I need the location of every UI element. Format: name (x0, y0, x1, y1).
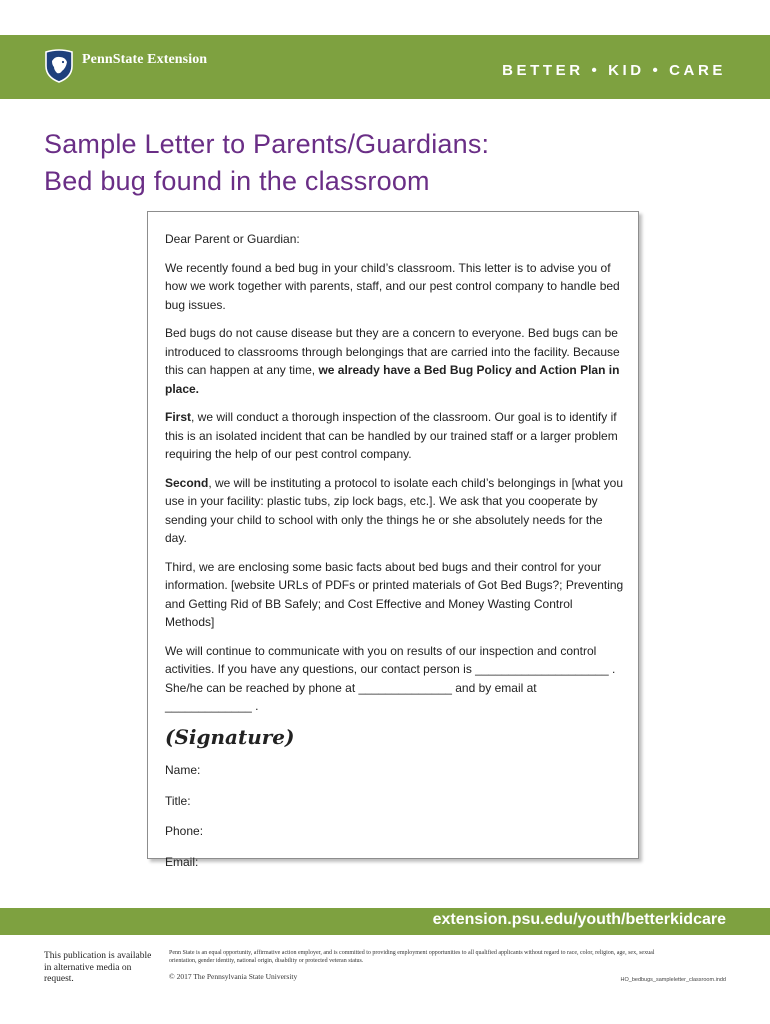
phone-field: Phone: (165, 824, 204, 838)
paragraph-text: , we will conduct a thorough inspection of the classroom. Our goal is to identify if this is an isolated incident that can be handled by our trained staff or a larger problem requiring the help of our pest control company. (165, 410, 618, 461)
paragraph-first-step (165, 408, 625, 464)
salutation: Dear Parent or Guardian: (165, 232, 300, 246)
extension-url-link[interactable]: extension.psu.edu/youth/betterkidcare (432, 911, 726, 928)
paragraph-second-step (165, 474, 625, 548)
footer-bar (0, 908, 770, 935)
first-label: First (165, 410, 192, 424)
second-label: Second (165, 475, 209, 490)
better-kid-care-tagline: BETTER • KID • CARE (502, 62, 726, 79)
paragraph-contact: We will continue to communicate with you on results of our inspection and control activities. If you have any questions, our contact person is ____________________ . She/he can be reached by phone at ______________ and by email at _____________ . (165, 643, 616, 713)
alternative-media-notice: This publication is available in alternative media on request. (44, 951, 152, 984)
page-title (44, 126, 724, 200)
policy-statement: we already have a Bed Bug Policy and Action Plan in place. (165, 363, 620, 396)
logo-text: PennState Extension (82, 52, 208, 67)
paragraph-third-step: Third, we are enclosing some basic facts about bed bugs and their control for your information. [website URLs of PDFs or printed materials of Got Bed Bugs?; Preventing and Getting Rid of BB Safely; and Cost Effective and Money Wasting Control Methods] (165, 559, 624, 629)
paragraph-intro: We recently found a bed bug in your child’s classroom. This letter is to advise you of how we work together with parents, staff, and our pest control company to handle bed bug issues. (165, 260, 620, 312)
title-line-1: Sample Letter to Parents/Guardians: (44, 129, 490, 159)
equal-opportunity-statement: Penn State is an equal opportunity, affirmative action employer, and is committed to providing employment opportunities to all qualified applicants without regard to race, color, religion, age, sex, sexual orientation, gender identity, national origin, disability or protected veteran status. (169, 950, 655, 964)
paragraph-about-bed-bugs (165, 324, 625, 398)
letter-body (165, 230, 625, 882)
name-field: Name: (165, 763, 201, 777)
sample-letter-box (147, 211, 639, 869)
email-field: Email: (165, 854, 199, 869)
title-field: Title: (165, 793, 191, 808)
copyright: © 2017 The Pennsylvania State University (169, 972, 298, 981)
header-bar (0, 35, 770, 99)
document-code: HO_bedbugs_sampleletter_classroom.indd (620, 977, 726, 983)
title-line-2: Bed bug found in the classroom (44, 166, 430, 196)
nittany-lion-shield-icon (44, 49, 74, 83)
paragraph-text: , we will be instituting a protocol to isolate each child’s belongings in [what you use in your facility: plastic tubs, zip lock bags, etc.]. We ask that you cooperate by sending your child to school with only the things he or she absolutely needs for the day. (165, 475, 624, 545)
paragraph-text: Bed bugs do not cause disease but they are a concern to everyone. Bed bugs can be introduced to classrooms through belongings that are carried into the facility. Because this can happen at any time, (165, 326, 620, 377)
signature: (Signature) (165, 724, 295, 749)
pennstate-extension-logo (44, 49, 207, 83)
